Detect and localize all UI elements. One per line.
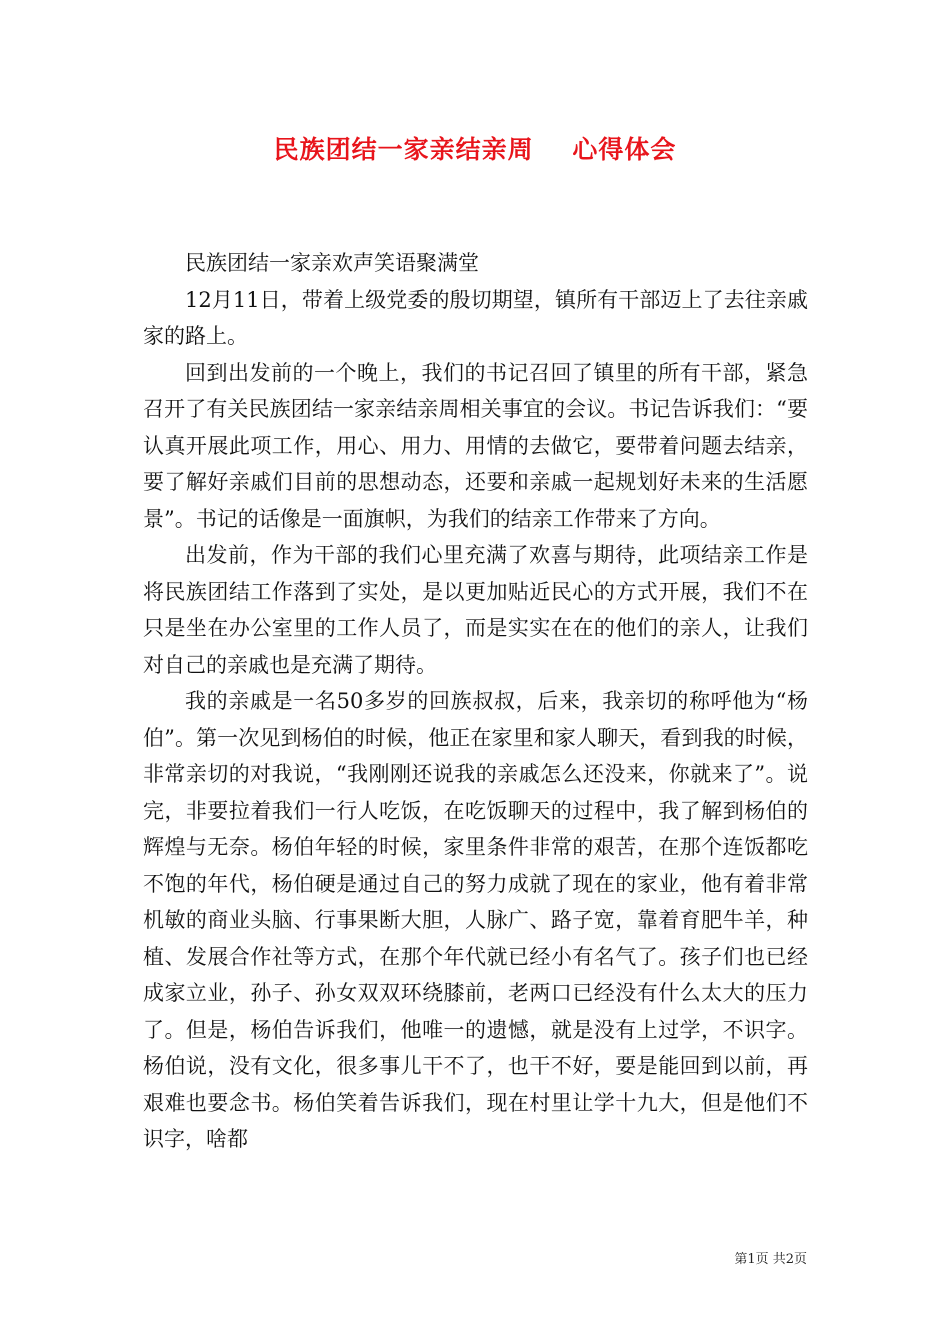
paragraph: 出发前，作为干部的我们心里充满了欢喜与期待，此项结亲工作是将民族团结工作落到了实处，是以更加贴近民心的方式开展，我们不在只是坐在办公室里的工作人员了，而是实实在在的他们的亲人，让我们对自己的亲戚也是充满了期待。 <box>143 543 808 677</box>
paragraph-subtitle: 民族团结一家亲欢声笑语聚满堂 <box>185 251 479 275</box>
document-body <box>143 245 808 1158</box>
document-title: 民族团结一家亲结亲周 心得体会 <box>273 135 677 164</box>
paragraph: 回到出发前的一个晚上，我们的书记召回了镇里的所有干部，紧急召开了有关民族团结一家亲结亲周相关事宜的会议。书记告诉我们：“要认真开展此项工作，用心、用力、用情的去做它，要带着问题去结亲，要了解好亲戚们目前的思想动态，还要和亲戚一起规划好未来的生活愿景”。书记的话像是一面旗帜，为我们的结亲工作带来了方向。 <box>143 360 808 531</box>
paragraph: 我的亲戚是一名50多岁的回族叔叔，后来，我亲切的称呼他为“杨伯”。第一次见到杨伯的时候，他正在家里和家人聊天，看到我的时候，非常亲切的对我说，“我刚刚还说我的亲戚怎么还没来，你就来了”。说完，非要拉着我们一行人吃饭，在吃饭聊天的过程中，我了解到杨伯的辉煌与无奈。杨伯年轻的时候，家里条件非常的艰苦，在那个连饭都吃不饱的年代，杨伯硬是通过自己的努力成就了现在的家业，他有着非常机敏的商业头脑、行事果断大胆，人脉广、路子宽，靠着育肥牛羊，种植、发展合作社等方式，在那个年代就已经小有名气了。孩子们也已经成家立业，孙子、孙女双双环绕膝前，老两口已经没有什么太大的压力了。但是，杨伯告诉我们，他唯一的遗憾，就是没有上过学，不识字。杨伯说，没有文化，很多事儿干不了，也干不好，要是能回到以前，再艰难也要念书。杨伯笑着告诉我们，现在村里让学十九大，但是他们不识字，啥都 <box>143 689 808 1151</box>
page-number-footer: 第1页 共2页 <box>734 1252 807 1267</box>
paragraph: 12月11日，带着上级党委的殷切期望，镇所有干部迈上了去往亲戚家的路上。 <box>143 287 808 348</box>
